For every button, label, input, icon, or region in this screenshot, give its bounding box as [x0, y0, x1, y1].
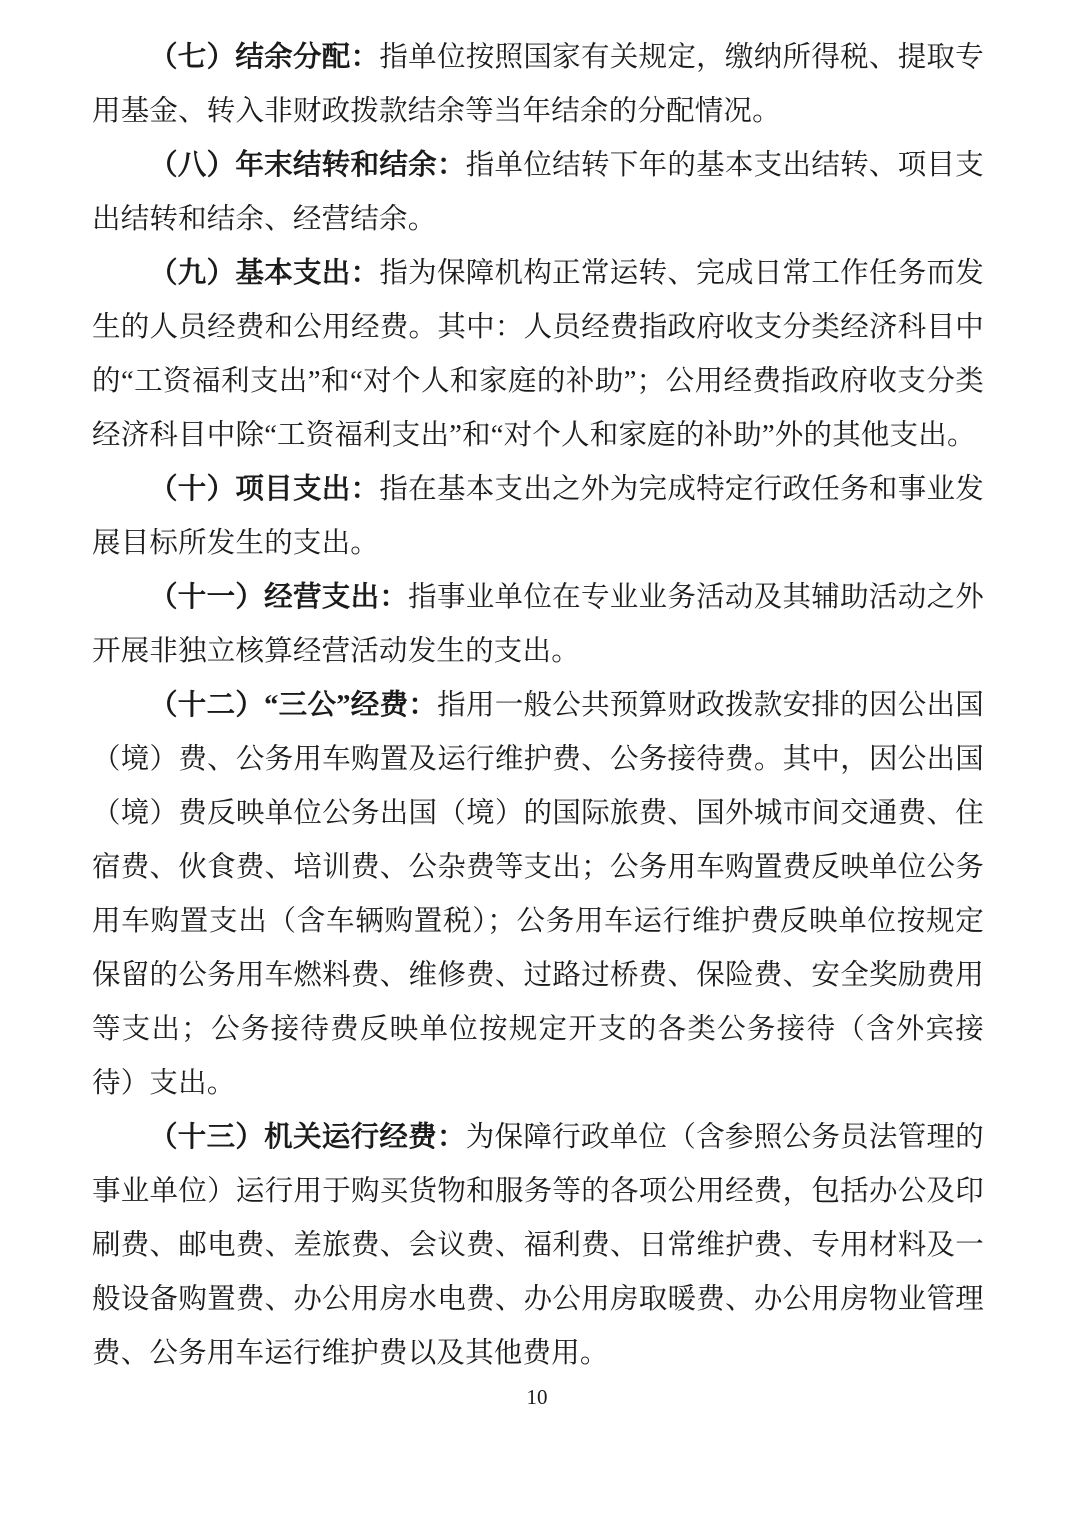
paragraph-head: （十一）经营支出：: [149, 582, 409, 613]
paragraph-9-basic-expenditure: [92, 247, 984, 463]
paragraph-body: 指单位结转下年的基本支出结转、项目支出结转和结余、经营结余。: [92, 150, 984, 235]
paragraph-body: 为保障行政单位（含参照公务员法管理的事业单位）运行用于购买货物和服务等的各项公用经费，包括办公及印刷费、邮电费、差旅费、会议费、福利费、日常维护费、专用材料及一般设备购置费、办公用房水电费、办公用房取暖费、办公用房物业管理费、公务用车运行维护费以及其他费用。: [92, 1122, 984, 1369]
paragraph-7-surplus-distribution: [92, 31, 984, 139]
paragraph-body: 指在基本支出之外为完成特定行政任务和事业发展目标所发生的支出。: [92, 474, 984, 559]
paragraph-12-three-public-funds: [92, 679, 984, 1111]
paragraph-head: （十三）机关运行经费：: [149, 1122, 466, 1153]
paragraph-body: 指单位按照国家有关规定，缴纳所得税、提取专用基金、转入非财政拨款结余等当年结余的分配情况。: [92, 42, 984, 127]
paragraph-11-operating-expenditure: [92, 571, 984, 679]
paragraph-body: 指为保障机构正常运转、完成日常工作任务而发生的人员经费和公用经费。其中：人员经费指政府收支分类经济科目中的“工资福利支出”和“对个人和家庭的补助”；公用经费指政府收支分类经济科目中除“工资福利支出”和“对个人和家庭的补助”外的其他支出。: [92, 258, 984, 451]
paragraph-8-yearend-carryover: [92, 139, 984, 247]
paragraph-head: （八）年末结转和结余：: [149, 150, 466, 181]
paragraph-10-project-expenditure: [92, 463, 984, 571]
page-number: 10: [526, 1385, 548, 1409]
paragraph-13-agency-operating-funds: [92, 1111, 984, 1381]
paragraph-head: （九）基本支出：: [149, 258, 380, 289]
paragraph-body: 指用一般公共预算财政拨款安排的因公出国（境）费、公务用车购置及运行维护费、公务接待费。其中，因公出国（境）费反映单位公务出国（境）的国际旅费、国外城市间交通费、住宿费、伙食费、培训费、公杂费等支出；公务用车购置费反映单位公务用车购置支出（含车辆购置税）；公务用车运行维护费反映单位按规定保留的公务用车燃料费、维修费、过路过桥费、保险费、安全奖励费用等支出；公务接待费反映单位按规定开支的各类公务接待（含外宾接待）支出。: [92, 690, 984, 1099]
paragraph-head: （十）项目支出：: [149, 474, 380, 505]
paragraph-head: （七）结余分配：: [149, 42, 380, 73]
paragraph-body: 指事业单位在专业业务活动及其辅助活动之外开展非独立核算经营活动发生的支出。: [92, 582, 984, 667]
paragraph-head: （十二）“三公”经费：: [149, 690, 438, 721]
